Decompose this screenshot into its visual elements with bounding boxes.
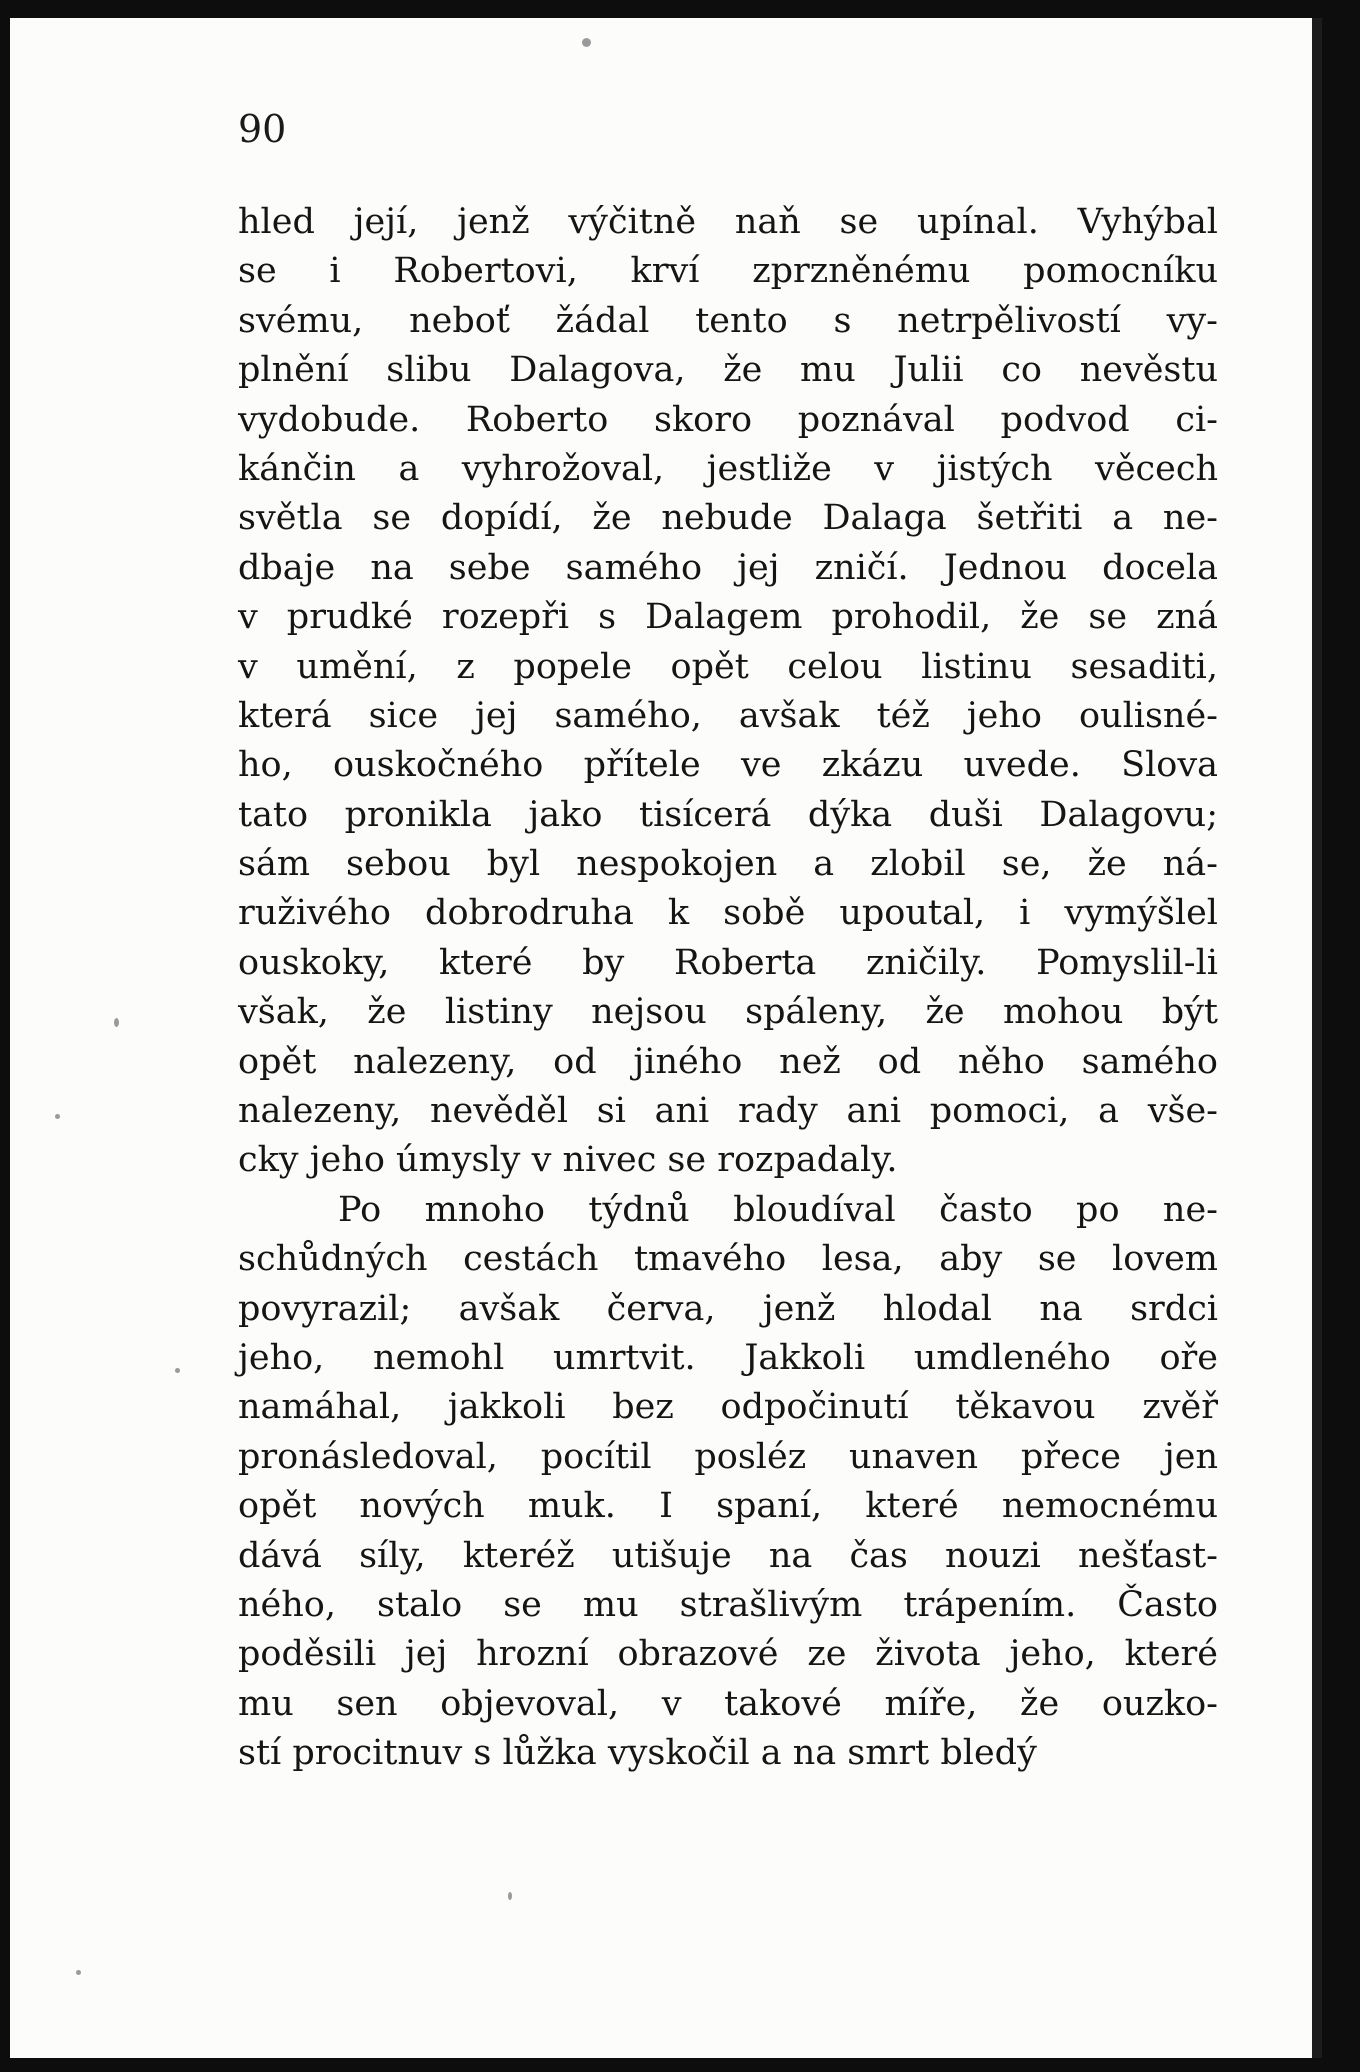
page-number: 90 <box>238 107 287 151</box>
text-line: v prudké rozepři s Dalagem prohodil, že se zná <box>238 597 1218 638</box>
text-line: cky jeho úmysly v nivec se rozpadaly. <box>238 1140 898 1181</box>
paragraph <box>238 1186 1218 1779</box>
text-line: tato pronikla jako tisícerá dýka duši Dalagovu; <box>238 794 1218 835</box>
book-page <box>10 18 1322 2058</box>
text-line: stí procitnuv s lůžka vyskočil a na smrt bledý <box>238 1733 1037 1774</box>
ink-speck <box>76 1970 81 1975</box>
ink-speck <box>582 38 591 47</box>
text-line: namáhal, jakkoli bez odpočinutí těkavou zvěř <box>238 1387 1218 1428</box>
text-line: ho, ouskočného přítele ve zkázu uvede. Slova <box>238 745 1218 786</box>
text-line: se i Robertovi, krví zprzněnému pomocníku <box>238 251 1218 292</box>
paragraph-text <box>238 198 1218 1186</box>
text-line: plnění slibu Dalagova, že mu Julii co nevěstu <box>238 350 1218 391</box>
text-line: opět nalezeny, od jiného než od něho samého <box>238 1041 1218 1082</box>
ink-speck <box>55 1114 60 1119</box>
paragraph <box>238 198 1218 1186</box>
text-line: mu sen objevoval, v takové míře, že ouzko- <box>238 1683 1218 1724</box>
text-line: svému, neboť žádal tento s netrpělivostí vy- <box>238 300 1218 341</box>
ink-speck <box>508 1892 512 1900</box>
ink-speck <box>175 1368 180 1373</box>
text-line: světla se dopídí, že nebude Dalaga šetřiti a ne- <box>238 498 1218 539</box>
text-line: která sice jej samého, avšak též jeho oulisné- <box>238 695 1218 736</box>
text-line: Po mnoho týdnů bloudíval často po ne- <box>338 1189 1218 1230</box>
text-line: dává síly, kteréž utišuje na čas nouzi nešťast- <box>238 1535 1218 1576</box>
text-line: v umění, z popele opět celou listinu sesaditi, <box>238 646 1218 687</box>
text-line: jeho, nemohl umrtvit. Jakkoli umdleného oře <box>238 1337 1218 1378</box>
text-line: pronásledoval, pocítil posléz unaven přece jen <box>238 1436 1218 1477</box>
text-line: však, že listiny nejsou spáleny, že mohou být <box>238 992 1218 1033</box>
text-line: ného, stalo se mu strašlivým trápením. Často <box>238 1584 1218 1625</box>
page-edge-shadow <box>1312 18 1322 2058</box>
text-line: sám sebou byl nespokojen a zlobil se, že ná- <box>238 844 1218 885</box>
text-line: schůdných cestách tmavého lesa, aby se lovem <box>238 1239 1218 1280</box>
text-line: poděsili jej hrozní obrazové ze života jeho, které <box>238 1634 1218 1675</box>
paragraph-text <box>238 1186 1218 1779</box>
ink-speck <box>114 1018 119 1027</box>
text-line: dbaje na sebe samého jej zničí. Jednou docela <box>238 547 1218 588</box>
text-line: kánčin a vyhrožoval, jestliže v jistých věcech <box>238 448 1218 489</box>
text-line: nalezeny, nevěděl si ani rady ani pomoci, a vše- <box>238 1091 1218 1132</box>
text-line: ruživého dobrodruha k sobě upoutal, i vymýšlel <box>238 893 1218 934</box>
text-line: vydobude. Roberto skoro poznával podvod ci- <box>238 399 1218 440</box>
body-text <box>238 198 1218 1779</box>
text-line: opět nových muk. I spaní, které nemocnému <box>238 1486 1218 1527</box>
text-line: ouskoky, které by Roberta zničily. Pomyslil-li <box>238 942 1218 983</box>
text-line: povyrazil; avšak červa, jenž hlodal na srdci <box>238 1288 1218 1329</box>
text-line: hled její, jenž výčitně naň se upínal. Vyhýbal <box>238 202 1218 242</box>
